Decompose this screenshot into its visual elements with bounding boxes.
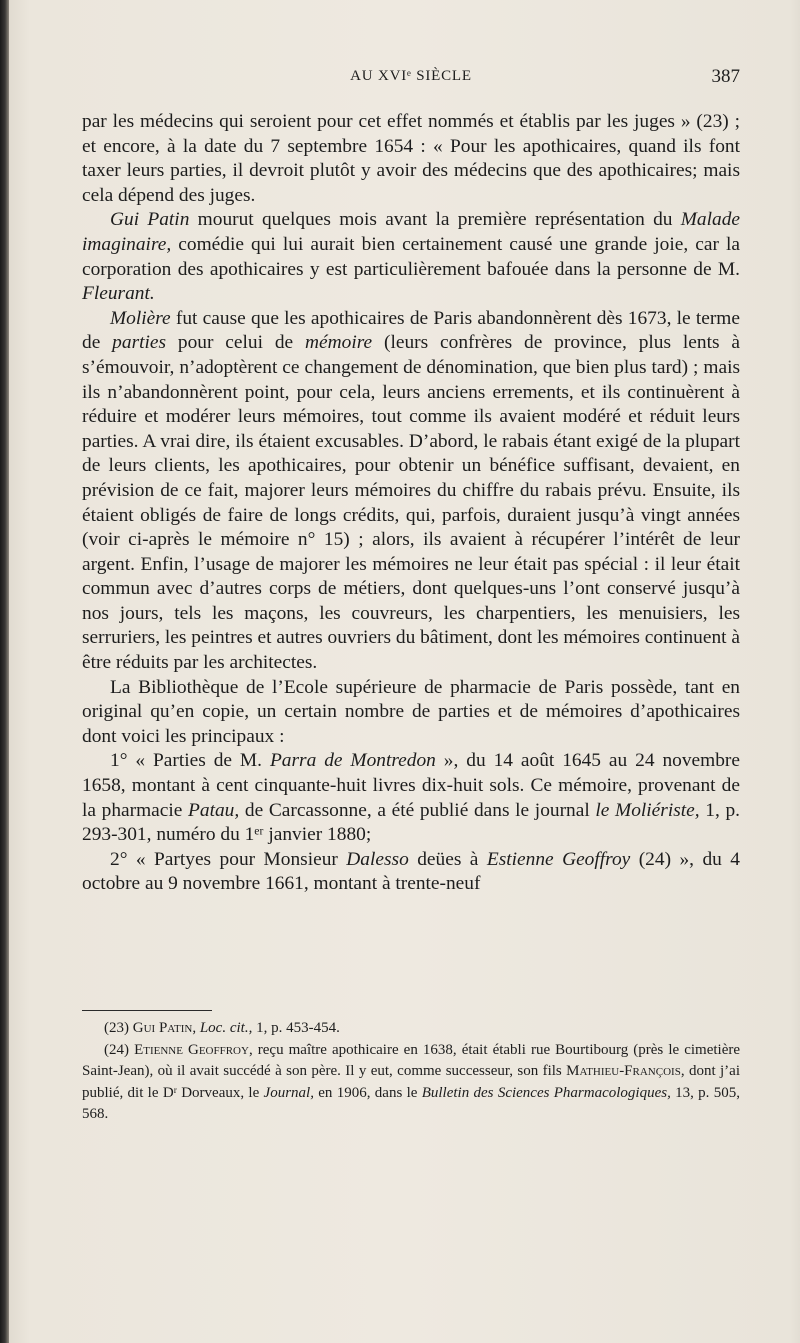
paragraph-6: 2° « Partyes pour Monsieur Dalesso deües à Estienne Geoffroy (24) », du 4 octobre au 9 novembre 1661, montant à trente-neuf xyxy=(82,848,740,895)
paragraph-4: La Bibliothèque de l’Ecole supérieure de pharmacie de Paris possède, tant en original qu’en copie, un certain nombre de parties et de mémoires d’apothicaires dont voici les principaux : xyxy=(82,676,740,747)
page-header xyxy=(82,68,740,94)
footnote-24: (24) Etienne Geoffroy, reçu maître apothicaire en 1638, était établi rue Bourtibourg (près le cimetière Saint-Jean), où il avait succédé à son père. Il y eut, comme successeur, son fils Mathieu-François, dont j’ai publié, dit le Dʳ Dorveaux, le Journal, en 1906, dans le Bulletin des Sciences Pharmacologiques, 13, p. 505, 568. xyxy=(82,1041,740,1123)
term-parties: parties xyxy=(112,332,167,354)
name-fleurant: Fleurant. xyxy=(82,283,155,305)
page-number: 387 xyxy=(711,66,740,87)
footnote-23: (23) Gui Patin, Loc. cit., 1, p. 453-454. xyxy=(104,1020,340,1036)
term-memoire: mémoire xyxy=(305,332,373,354)
footnotes xyxy=(82,1018,740,1126)
play-title: Malade imaginaire, xyxy=(82,209,740,255)
main-text xyxy=(82,110,740,897)
running-title: AU XVIᵉ SIÈCLE xyxy=(350,68,472,84)
paragraph-1: par les médecins qui seroient pour cet effet nommés et établis par les juges » (23) ; et encore, à la date du 7 septembre 1654 : « Pour les apothicaires, quand ils font taxer leurs parties, il devroit plutôt y avoir des médecins que des apothicaires; mais cela dépend des juges. xyxy=(82,111,740,206)
page-binding-edge xyxy=(0,0,9,1343)
paragraph-3: Molière fut cause que les apothicaires de Paris abandonnèrent dès 1673, le terme de parties pour celui de mémoire (leurs confrères de province, plus lents à s’émouvoir, n’adoptèrent ce changement de dénomination, que bien plus tard) ; mais ils n’abandonnèrent point, pour cela, leurs anciens errements, et ils continuèrent à réduire et modérer leurs mémoires, tout comme ils avaient modéré et réduit leurs parties. A vrai dire, ils étaient excusables. D’abord, le rabais étant exigé de la plupart de leurs clients, les apothicaires, pour obtenir un bénéfice suffisant, devaient, en prévision de ce fait, majorer leurs mémoires du chiffre du rabais prévu. Ensuite, ils étaient obligés de faire de longs crédits, qui, parfois, duraient jusqu’à vingt années (voir ci-après le mémoire n° 15) ; alors, ils avaient à récupérer l’intérêt de leur argent. Enfin, l’usage de majorer les mémoires ne leur était pas spécial : il leur était commun avec d’autres corps de métiers, dont quelques-uns l’ont conservé jusqu’à nos jours, tels les maçons, les couvreurs, les charpentiers, les menuisiers, les serruriers, les peintres et autres ouvriers du bâtiment, dont les mémoires continuent à être réduits par les architectes. xyxy=(82,307,741,674)
name-patau: Patau, xyxy=(188,799,240,821)
name-geoffroy: Estienne Geoffroy xyxy=(486,848,631,870)
journal-title: le Moliériste, xyxy=(595,799,700,821)
footnote-divider xyxy=(82,1010,212,1011)
paragraph-2: Gui Patin mourut quelques mois avant la première représentation du Malade imaginaire, comédie qui lui aurait bien certainement causé une grande joie, car la corporation des apothicaires y est particulièrement bafouée dans la personne de M. Fleurant. xyxy=(82,209,740,305)
paragraph-5: 1° « Parties de M. Parra de Montredon », du 14 août 1645 au 24 novembre 1658, montant à cent cinquante-huit livres dix-huit sols. Ce mémoire, provenant de la pharmacie Patau, de Carcassonne, a été publié dans le journal le Moliériste, 1, p. 293-301, numéro du 1ᵉʳ janvier 1880; xyxy=(82,750,740,846)
name-parra: Parra de Montredon xyxy=(269,750,436,772)
name-gui-patin: Gui Patin xyxy=(110,209,190,231)
name-moliere: Molière xyxy=(110,307,171,329)
name-dalesso: Dalesso xyxy=(346,848,409,870)
